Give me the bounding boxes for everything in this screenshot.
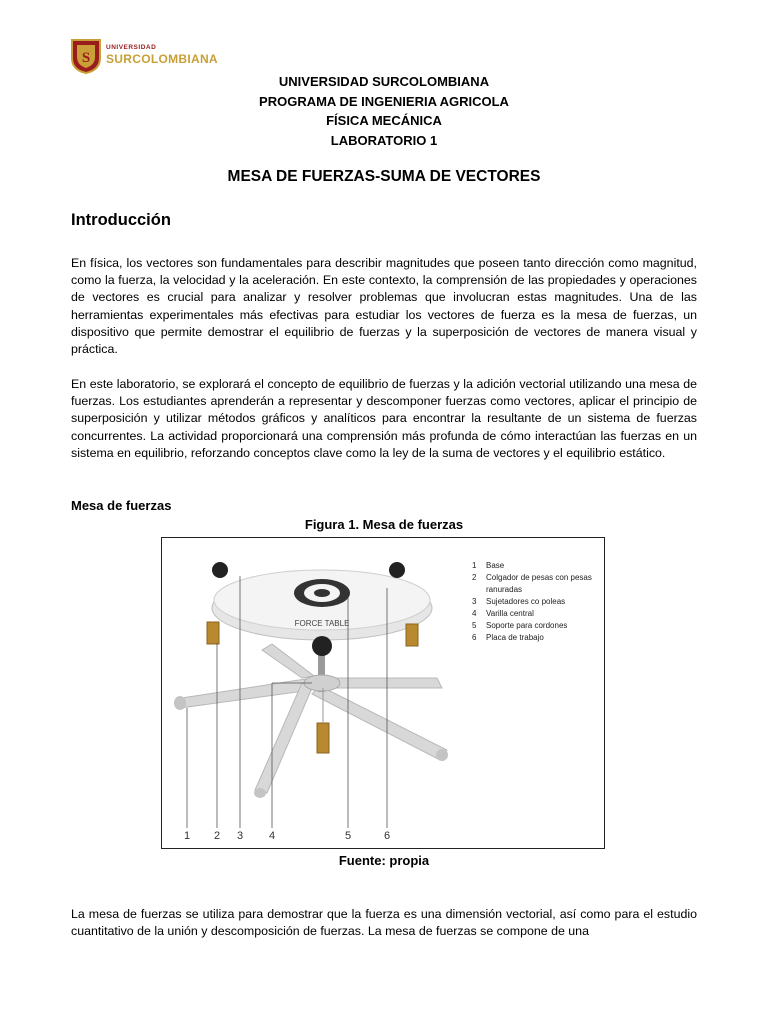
figure-number-4: 4 (269, 830, 276, 842)
shield-logo-icon (70, 38, 102, 74)
figure-number-2: 2 (214, 830, 221, 842)
figure-legend (472, 560, 596, 644)
figure-number-6: 6 (384, 830, 391, 842)
header-program: PROGRAMA DE INGENIERIA AGRICOLA (259, 93, 509, 109)
figure-source: Fuente: propia (338, 853, 430, 868)
force-table-figure (161, 537, 605, 849)
university-logo (70, 36, 220, 76)
figure-number-3: 3 (237, 830, 244, 842)
body-paragraph-3: La mesa de fuerzas se utiliza para demostrar que la fuerza es una dimensión vectorial, así como para el estudio cuantitativo de la unión y descomposición de fuerzas. La mesa de fuerzas se compone de una (71, 907, 697, 939)
intro-heading: Introducción (71, 211, 171, 229)
header-university: UNIVERSIDAD SURCOLOMBIANA (278, 74, 490, 89)
legend-item: 2 Colgador de pesas con pesas ranuradas (472, 573, 592, 594)
header-course: FÍSICA MECÁNICA (326, 113, 442, 128)
figure-caption: Figura 1. Mesa de fuerzas (304, 517, 464, 532)
logo-big-text: SURCOLOMBIANA (106, 52, 218, 66)
figure-number-5: 5 (345, 830, 352, 842)
mesa-heading: Mesa de fuerzas (71, 498, 172, 513)
legend-item: 6 Placa de trabajo (472, 633, 544, 642)
document-title: MESA DE FUERZAS-SUMA DE VECTORES (227, 168, 541, 185)
intro-paragraph-2: En este laboratorio, se explorará el concepto de equilibrio de fuerzas y la adición vectorial utilizando una mesa de fuerzas. Los estudiantes aprenderán a representar y descomponer fuerzas como vectores, aplicar el principio de superposición y utilizar métodos gráficos y analíticos para encontrar la resultante de un sistema de fuerzas concurrentes. La actividad proporcionará una comprensión más profunda de cómo interactúan las fuerzas en un sistema en equilibrio, reforzando conceptos clave como la ley de la suma de vectores y el equilibrio estático. (71, 377, 697, 460)
intro-paragraph-1: En física, los vectores son fundamentales para describir magnitudes que poseen tanto dirección como magnitud, como la fuerza, la velocidad y la aceleración. En este contexto, la comprensión de las propiedades y operaciones de vectores es crucial para analizar y resolver problemas que involucran estas magnitudes. Una de las herramientas experimentales más efectivas para estudiar los vectores de fuerza es la mesa de fuerzas, un dispositivo que permite demostrar el equilibrio de fuerzas y la superposición de vectores de manera visual y práctica. (71, 256, 697, 357)
legend-item: 5 Soporte para cordones (472, 621, 568, 630)
figure-number-1: 1 (184, 830, 191, 842)
table-label: FORCE TABLE (294, 619, 350, 628)
legend-item: 4 Varilla central (472, 609, 534, 618)
legend-item: 3 Sujetadores co poleas (472, 597, 566, 606)
header-lab: LABORATORIO 1 (330, 132, 438, 148)
legend-item: 1 Base (472, 561, 505, 570)
document-header (0, 72, 768, 150)
logo-small-text: UNIVERSIDAD (106, 44, 157, 51)
svg-text:S: S (81, 50, 91, 66)
